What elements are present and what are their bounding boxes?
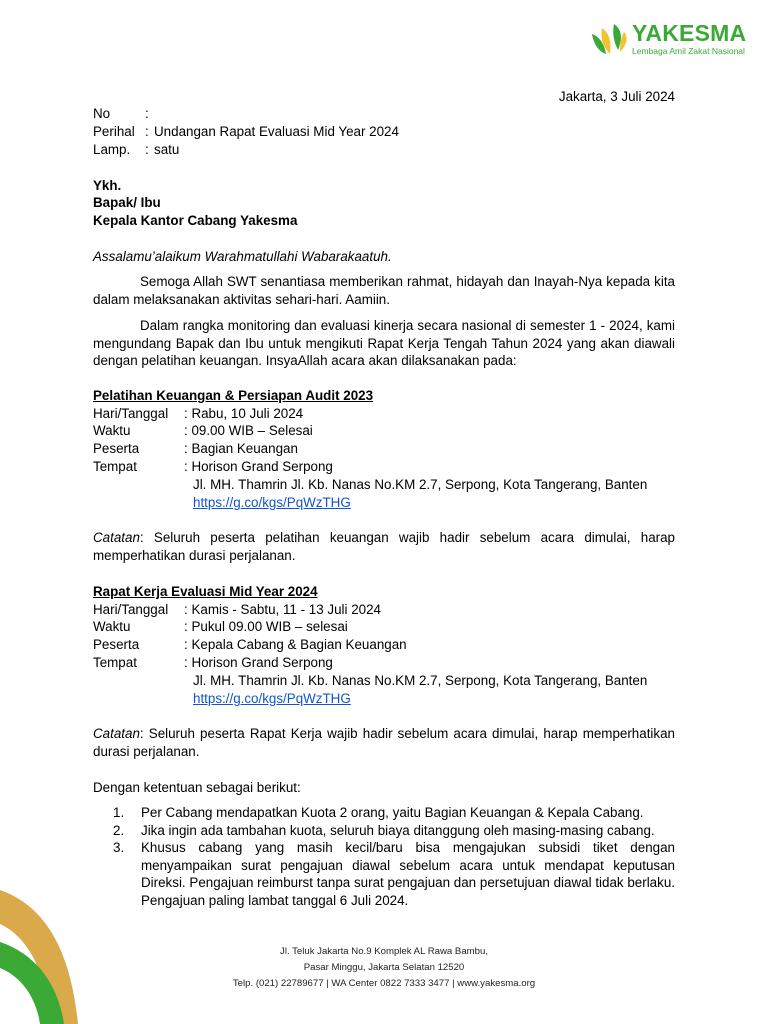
note-text: : Seluruh peserta pelatihan keuangan wajib hadir sebelum acara dimulai, harap memperhatikan durasi perjalanan. bbox=[93, 530, 675, 563]
list-number: 2. bbox=[113, 822, 125, 838]
event-1-address: Jl. MH. Thamrin Jl. Kb. Nanas No.KM 2.7, Serpong, Kota Tangerang, Banten bbox=[193, 477, 648, 492]
logo-tagline: Lembaga Amil Zakat Nasional bbox=[632, 46, 745, 56]
list-item bbox=[113, 822, 675, 840]
recipient-line-2: Bapak/ Ibu bbox=[93, 195, 161, 210]
event-1-time-row bbox=[93, 422, 313, 440]
event-2-time-row bbox=[93, 618, 348, 636]
detail-label: Peserta bbox=[93, 441, 140, 456]
event-2-map-link[interactable]: https://g.co/kgs/PqWzTHG bbox=[193, 691, 351, 706]
detail-label: Tempat bbox=[93, 655, 137, 670]
event-1-title: Pelatihan Keuangan & Persiapan Audit 2023 bbox=[93, 388, 374, 403]
logo-name: YAKESMA bbox=[632, 20, 747, 46]
note-label: Catatan bbox=[93, 726, 140, 741]
event-2-venue-row bbox=[93, 654, 333, 672]
greeting: Assalamu’alaikum Warahmatullahi Wabarakaatuh. bbox=[93, 249, 392, 264]
meta-label: No bbox=[93, 106, 111, 121]
detail-label: Waktu bbox=[93, 619, 131, 634]
paragraph-invitation: Dalam rangka monitoring dan evaluasi kinerja secara nasional di semester 1 - 2024, kami mengundang Bapak dan Ibu untuk mengikuti Rapat Kerja Tengah Tahun 2024 yang akan diawali dengan pelatihan keuangan. InsyaAllah acara akan dilaksanakan pada: bbox=[93, 318, 675, 369]
place-date: Jakarta, 3 Juli 2024 bbox=[558, 89, 675, 104]
meta-label: Lamp. bbox=[93, 142, 131, 157]
event-2-note bbox=[93, 725, 675, 760]
list-item bbox=[113, 804, 675, 822]
leaf-logo-icon bbox=[588, 20, 632, 60]
list-text: Per Cabang mendapatkan Kuota 2 orang, yaitu Bagian Keuangan & Kepala Cabang. bbox=[141, 805, 644, 820]
detail-label: Tempat bbox=[93, 459, 137, 474]
note-text: : Seluruh peserta Rapat Kerja wajib hadir sebelum acara dimulai, harap memperhatikan durasi perjalanan. bbox=[93, 726, 675, 759]
note-label: Catatan bbox=[93, 530, 140, 545]
event-2-title: Rapat Kerja Evaluasi Mid Year 2024 bbox=[93, 584, 318, 599]
recipient-line-3: Kepala Kantor Cabang Yakesma bbox=[93, 213, 298, 228]
detail-value: : Kepala Cabang & Bagian Keuangan bbox=[184, 637, 407, 652]
event-1-venue-row bbox=[93, 458, 333, 476]
detail-value: : Kamis - Sabtu, 11 - 13 Juli 2024 bbox=[184, 602, 381, 617]
detail-value: : Bagian Keuangan bbox=[184, 441, 298, 456]
provisions-intro: Dengan ketentuan sebagai berikut: bbox=[93, 780, 301, 795]
list-item bbox=[113, 839, 675, 909]
meta-value: Undangan Rapat Evaluasi Mid Year 2024 bbox=[154, 124, 399, 139]
paragraph-opening: Semoga Allah SWT senantiasa memberikan rahmat, hidayah dan Inayah-Nya kepada kita dalam melaksanakan aktivitas sehari-hari. Aamiin. bbox=[93, 274, 675, 307]
detail-value: : Pukul 09.00 WIB – selesai bbox=[184, 619, 348, 634]
event-2-date-row bbox=[93, 601, 381, 619]
footer-line-2: Pasar Minggu, Jakarta Selatan 12520 bbox=[303, 962, 465, 973]
detail-label: Hari/Tanggal bbox=[93, 406, 169, 421]
detail-value: : Horison Grand Serpong bbox=[184, 655, 333, 670]
detail-label: Waktu bbox=[93, 423, 131, 438]
meta-row-number: No : bbox=[93, 106, 149, 121]
meta-value: satu bbox=[154, 142, 180, 157]
yakesma-logo bbox=[588, 18, 748, 62]
detail-label: Peserta bbox=[93, 637, 140, 652]
event-2-participant-row bbox=[93, 636, 407, 654]
detail-value: : Horison Grand Serpong bbox=[184, 459, 333, 474]
detail-value: : 09.00 WIB – Selesai bbox=[184, 423, 313, 438]
event-1-participant-row bbox=[93, 440, 298, 458]
footer-line-3: Telp. (021) 22789677 | WA Center 0822 7333 3477 | www.yakesma.org bbox=[232, 978, 536, 989]
list-text: Jika ingin ada tambahan kuota, seluruh biaya ditanggung oleh masing-masing cabang. bbox=[141, 822, 655, 838]
list-text: Khusus cabang yang masih kecil/baru bisa mengajukan subsidi tiket dengan menyampaikan surat pengajuan diawal sebelum acara untuk mendapat keputusan Direksi. Pengajuan reimburst tanpa surat pengajuan dan persetujuan diawal tidak berlaku. Pengajuan paling lambat tanggal 6 Juli 2024. bbox=[141, 840, 675, 908]
meta-label: Perihal bbox=[93, 124, 135, 139]
list-number: 1. bbox=[113, 805, 125, 820]
event-1-map-link[interactable]: https://g.co/kgs/PqWzTHG bbox=[193, 495, 351, 510]
meta-row-attachment: Lamp. : satu bbox=[93, 142, 180, 157]
recipient-line-1: Ykh. bbox=[93, 178, 122, 193]
provisions-list bbox=[113, 804, 675, 910]
list-number: 3. bbox=[113, 840, 125, 856]
detail-label: Hari/Tanggal bbox=[93, 602, 169, 617]
event-2-address: Jl. MH. Thamrin Jl. Kb. Nanas No.KM 2.7, Serpong, Kota Tangerang, Banten bbox=[193, 673, 648, 688]
event-1-note bbox=[93, 529, 675, 564]
footer-line-1: Jl. Teluk Jakarta No.9 Komplek AL Rawa Bambu, bbox=[280, 946, 488, 957]
event-1-date-row bbox=[93, 405, 303, 423]
detail-value: : Rabu, 10 Juli 2024 bbox=[184, 406, 304, 421]
meta-row-subject: Perihal : Undangan Rapat Evaluasi Mid Year 2024 bbox=[93, 124, 399, 139]
footer-address bbox=[0, 944, 768, 992]
